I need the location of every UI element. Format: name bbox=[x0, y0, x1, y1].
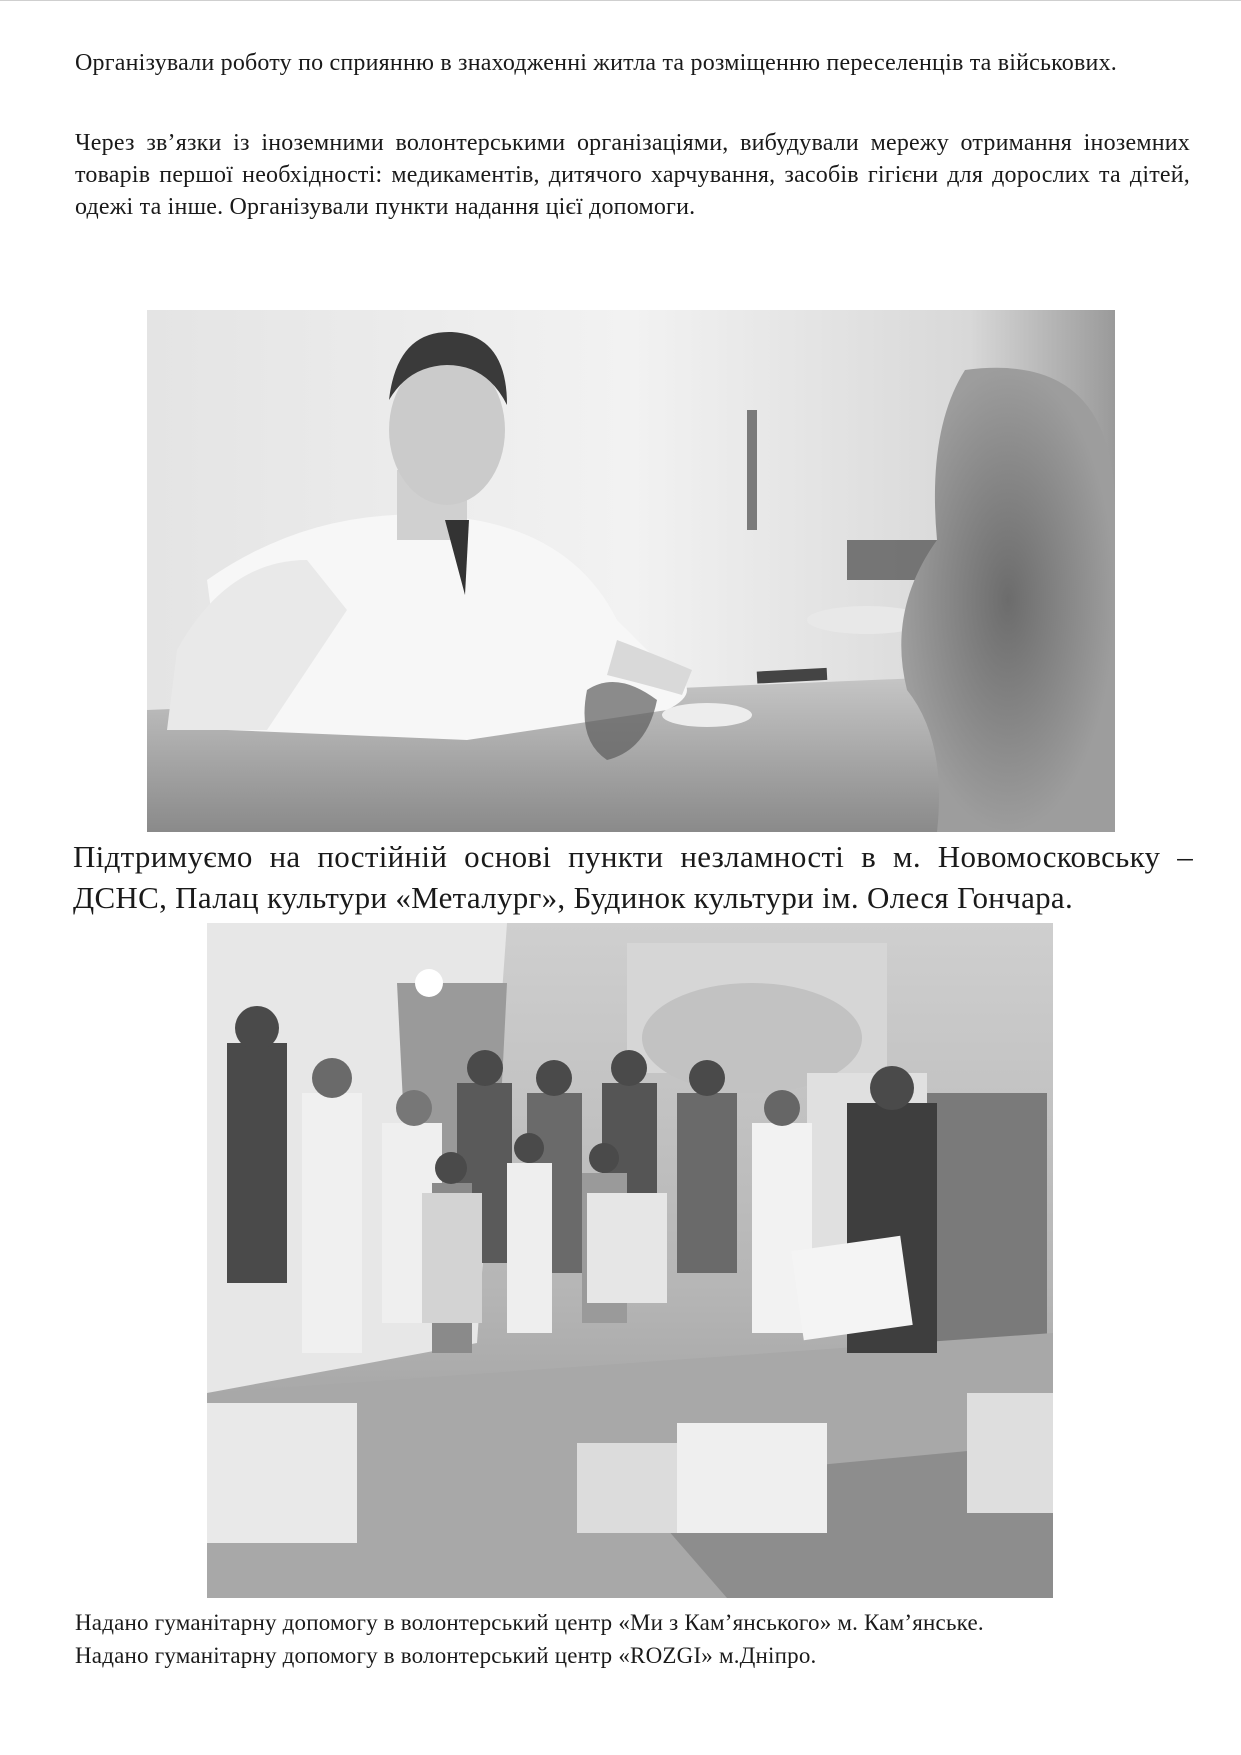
caption-kamianske: Надано гуманітарну допомогу в волонтерський центр «Ми з Кам’янського» м. Кам’янське. bbox=[75, 1610, 984, 1635]
photo-volunteers-group-image bbox=[207, 923, 1053, 1598]
caption-resilience-points: Підтримуємо на постійній основі пункти незламності в м. Новомосковську – ДСНС, Палац культури «Металург», Будинок культури ім. Олеся Гончара. bbox=[73, 839, 1193, 915]
paragraph-foreign-aid: Через зв’язки із іноземними волонтерськими організаціями, вибудували мережу отримання іноземних товарів першої необхідності: медикаментів, дитячого харчування, засобів гігієни для дорослих та дітей, одежі та інше. Організували пункти надання цієї допомоги. bbox=[75, 130, 1190, 220]
photo-volunteers-group bbox=[207, 923, 1053, 1598]
photo-man-at-table-image bbox=[147, 310, 1115, 832]
photo-man-at-table bbox=[147, 310, 1115, 832]
caption-humanitarian-aid bbox=[75, 1606, 1195, 1672]
paragraph-housing: Організували роботу по сприянню в знаходженні житла та розміщенню переселенців та військових. bbox=[75, 50, 1117, 76]
caption-dnipro: Надано гуманітарну допомогу в волонтерський центр «ROZGI» м.Дніпро. bbox=[75, 1643, 817, 1668]
